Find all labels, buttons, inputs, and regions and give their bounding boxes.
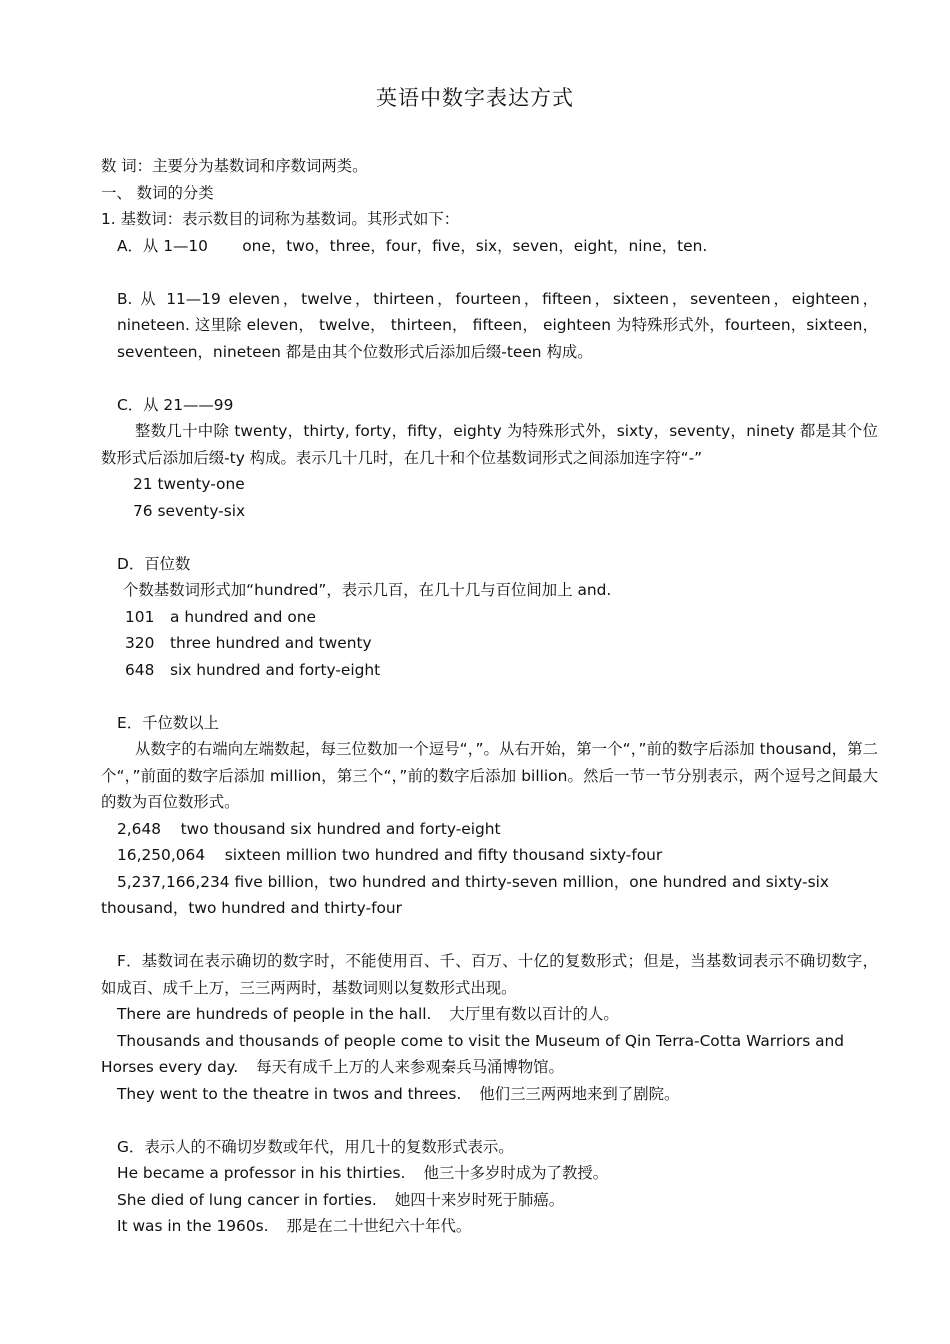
item-a: A．从 1—10 one，two，three，four，five，six，seven，eight，nine，ten.: [117, 236, 708, 255]
item-g-example: [101, 1160, 878, 1187]
item-b: B. 从 11—19 eleven，twelve，thirteen，fourteen，fifteen，sixteen，seventeen，eighteen，nineteen. 这里除 eleven， twelve， thirteen， fifteen， eighteen 为特殊形式外，fourteen，sixteen，seventeen，nineteen 都是由其个位数形式后添加后缀-teen 构成。: [117, 289, 878, 361]
example-chinese: 他们三三两两地来到了剧院。: [479, 1084, 680, 1103]
item-d-example: [101, 604, 878, 631]
example-text: three hundred and twenty: [170, 634, 372, 652]
example-chinese: 大厅里有数以百计的人。: [449, 1005, 619, 1023]
item-f-example: [101, 1081, 878, 1108]
item-c-heading: C．从 21——99: [117, 395, 234, 414]
example-chinese: 那是在二十世纪六十年代。: [286, 1217, 472, 1235]
item-e-heading: E．千位数以上: [117, 713, 220, 732]
example-number: 320: [125, 634, 155, 652]
example-chinese: 他三十多岁时成为了教授。: [423, 1164, 609, 1182]
item-g-example: [101, 1187, 878, 1214]
item-e-body: 从数字的右端向左端数起，每三位数加一个逗号“，”。从右开始，第一个“，”前的数字后添加 thousand，第二个“，”前面的数字后添加 million，第三个“，”前的数字后添加 billion。然后一节一节分别表示，两个逗号之间最大的数为百位数形式。: [101, 740, 878, 811]
item-g-body: G．表示人的不确切岁数或年代，用几十的复数形式表示。: [117, 1137, 514, 1156]
item-d-example: [101, 657, 878, 684]
item-c-example: 21 twenty-one: [133, 475, 245, 493]
cardinal-heading: 1. 基数词：表示数目的词称为基数词。其形式如下：: [101, 210, 460, 228]
item-e-example: 16,250,064 sixteen million two hundred and fifty thousand sixty-four: [117, 846, 663, 864]
example-english: There are hundreds of people in the hall.: [117, 1005, 432, 1023]
example-chinese: 她四十来岁时死于肺癌。: [394, 1190, 565, 1209]
item-c-body: 整数几十中除 twenty，thirty, forty，fifty，eighty 为特殊形式外，sixty，seventy，ninety 都是其个位数形式后添加后缀-ty 构成。表示几十几时，在几十和个位基数词形式之间添加连字符“-”: [101, 422, 878, 467]
item-f-body: F．基数词在表示确切的数字时，不能使用百、千、百万、十亿的复数形式；但是，当基数词表示不确切数字，如成百、成千上万，三三两两时，基数词则以复数形式出现。: [101, 952, 878, 997]
item-d-example: [101, 630, 878, 657]
example-number: 101: [125, 607, 155, 626]
example-chinese: 每天有成千上万的人来参观秦兵马涌博物馆。: [256, 1058, 564, 1076]
document-title: 英语中数字表达方式: [376, 86, 574, 110]
item-c-example: 76 seventy-six: [133, 501, 246, 520]
example-english: He became a professor in his thirties.: [117, 1164, 406, 1182]
intro-line: 数 词：主要分为基数词和序数词两类。: [101, 157, 368, 175]
example-number: 648: [125, 660, 155, 679]
item-e-example: 2,648 two thousand six hundred and forty-eight: [117, 819, 501, 838]
example-english: She died of lung cancer in forties.: [117, 1190, 377, 1209]
item-d-heading: D．百位数: [117, 554, 191, 573]
item-e-example: 5,237,166,234 five billion，two hundred and thirty-seven million，one hundred and sixty-six thousand，two hundred and thirty-four: [101, 872, 829, 917]
document-body: [101, 153, 878, 1240]
item-f-example: [101, 1001, 878, 1028]
item-g-example: [101, 1213, 878, 1240]
example-text: a hundred and one: [170, 607, 316, 626]
item-f-example: [101, 1028, 878, 1081]
example-english: They went to the theatre in twos and threes.: [117, 1084, 462, 1103]
example-text: six hundred and forty-eight: [170, 660, 381, 679]
example-english: It was in the 1960s.: [117, 1217, 269, 1235]
example-english: Thousands and thousands of people come to visit the Museum of Qin Terra-Cotta Warriors and Horses every day.: [101, 1031, 845, 1076]
section-heading: 一、 数词的分类: [101, 183, 214, 202]
item-d-body: 个数基数词形式加“hundred”，表示几百，在几十几与百位间加上 and.: [123, 581, 612, 599]
